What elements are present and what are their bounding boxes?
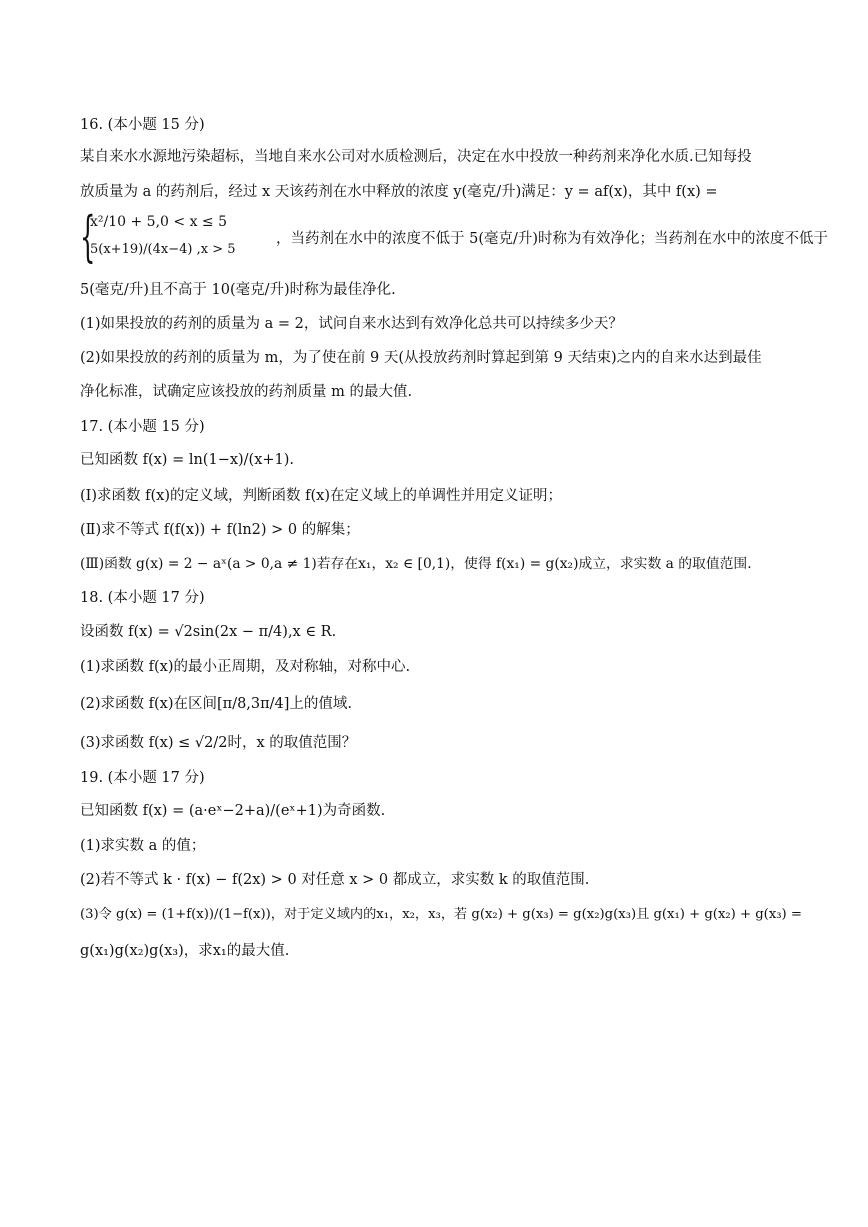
q16-stem-line-1: 某自来水水源地污染超标，当地自来水公司对水质检测后，决定在水中投放一种药剂来净化水质.已知每投 <box>80 149 752 165</box>
piece-1: x²/10 + 5,0 < x ≤ 5 <box>90 214 227 230</box>
q18-heading: 18. (本小题 17 分) <box>80 590 205 606</box>
q19-stem: 已知函数 f(x) = (a·eˣ−2+a)/(eˣ+1)为奇函数. <box>80 803 386 819</box>
q16-piecewise-function <box>80 205 829 270</box>
q16-stem-line-3: ，当药剂在水中的浓度不低于 5(毫克/升)时称为有效净化；当药剂在水中的浓度不低于 <box>276 231 829 247</box>
q16-stem-line-4: 5(毫克/升)且不高于 10(毫克/升)时称为最佳净化. <box>80 282 396 298</box>
piece-2: 5(x+19)/(4x−4) ,x > 5 <box>90 242 236 257</box>
q19-part-1: (1)求实数 a 的值； <box>80 838 206 854</box>
q16-part-1: (1)如果投放的药剂的质量为 a = 2，试问自来水达到有效净化总共可以持续多少天？ <box>80 316 623 332</box>
q16-part-2-line-2: 净化标准，试确定应该投放的药剂质量 m 的最大值. <box>80 384 413 400</box>
q18-part-1: (1)求函数 f(x)的最小正周期，及对称轴，对称中心. <box>80 659 411 675</box>
q16-part-2-line-1: (2)如果投放的药剂的质量为 m，为了使在前 9 天(从投放药剂时算起到第 9 天结束)之内的自来水达到最佳 <box>80 350 762 366</box>
left-brace: { <box>80 205 96 268</box>
q19-part-3-line-1: (3)令 g(x) = (1+f(x))/(1−f(x))，对于定义域内的x₁，x₂，x₃，若 g(x₂) + g(x₃) = g(x₂)g(x₃)且 g(x₁) + g(x₂) + g(x₃) = <box>80 907 802 922</box>
q19-part-3-line-2: g(x₁)g(x₂)g(x₃)，求x₁的最大值. <box>80 943 290 959</box>
q17-part-3: (Ⅲ)函数 g(x) = 2 − aˣ(a > 0,a ≠ 1)若存在x₁，x₂ ∈ [0,1)，使得 f(x₁) = g(x₂)成立，求实数 a 的取值范围. <box>80 556 752 572</box>
q16-heading: 16. (本小题 15 分) <box>80 117 205 133</box>
q18-stem: 设函数 f(x) = √2sin(2x − π/4),x ∈ R. <box>80 624 337 640</box>
q19-part-2: (2)若不等式 k · f(x) − f(2x) > 0 对任意 x > 0 都成立，求实数 k 的取值范围. <box>80 872 590 888</box>
q17-part-1: (Ⅰ)求函数 f(x)的定义域，判断函数 f(x)在定义域上的单调性并用定义证明； <box>80 488 562 504</box>
q17-part-2: (Ⅱ)求不等式 f(f(x)) + f(ln2) > 0 的解集； <box>80 522 360 538</box>
q17-stem: 已知函数 f(x) = ln(1−x)/(x+1). <box>80 452 295 468</box>
q18-part-3: (3)求函数 f(x) ≤ √2/2时，x 的取值范围？ <box>80 735 357 751</box>
q18-part-2: (2)求函数 f(x)在区间[π/8,3π/4]上的值域. <box>80 696 353 712</box>
q19-heading: 19. (本小题 17 分) <box>80 770 205 786</box>
q16-stem-line-2: 放质量为 a 的药剂后，经过 x 天该药剂在水中释放的浓度 y(毫克/升)满足：y = af(x)，其中 f(x) = <box>80 184 718 200</box>
q17-heading: 17. (本小题 15 分) <box>80 419 205 435</box>
